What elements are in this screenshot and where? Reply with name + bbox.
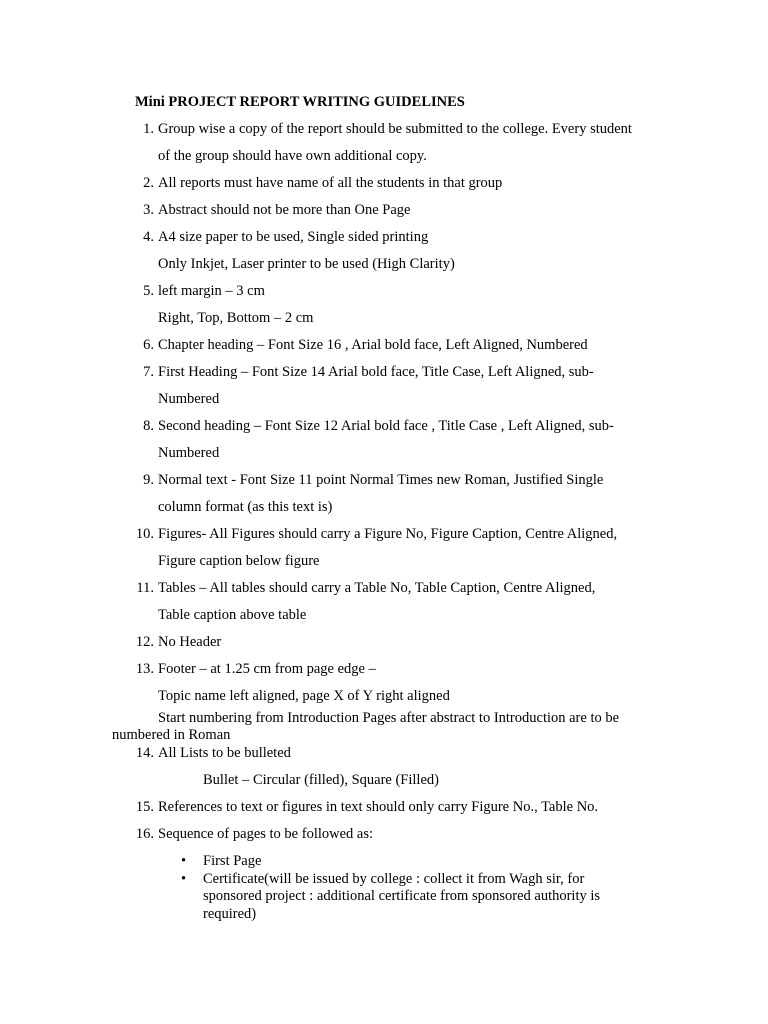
bullet-text: Certificate(will be issued by college : collect it from Wagh sir, for <box>203 870 585 887</box>
item-number: 4. <box>143 229 154 245</box>
numbering-note-line-1: Start numbering from Introduction Pages after abstract to Introduction are to be <box>158 710 620 726</box>
item-text: Second heading – Font Size 12 Arial bold face , Title Case , Left Aligned, sub- <box>158 418 614 434</box>
item-number: 15. <box>135 799 154 815</box>
item-text-continuation: Right, Top, Bottom – 2 cm <box>158 310 314 326</box>
item-text: A4 size paper to be used, Single sided printing <box>158 229 429 245</box>
item-number: 16. <box>135 826 154 842</box>
item-text-continuation: Numbered <box>158 391 220 407</box>
item-subtext: Bullet – Circular (filled), Square (Filled) <box>203 772 439 788</box>
item-number: 14. <box>135 745 154 761</box>
bullet-text: required) <box>203 905 257 922</box>
item-text: First Heading – Font Size 14 Arial bold face, Title Case, Left Aligned, sub- <box>158 364 594 380</box>
item-text-continuation: column format (as this text is) <box>158 499 333 515</box>
item-text: Figures- All Figures should carry a Figure No, Figure Caption, Centre Aligned, <box>158 526 618 542</box>
item-number: 3. <box>143 202 154 218</box>
bullet-marker: • <box>181 853 187 869</box>
item-number: 11. <box>136 580 154 596</box>
item-text: No Header <box>158 634 222 650</box>
item-number: 10. <box>135 526 154 542</box>
item-text-continuation: Topic name left aligned, page X of Y right aligned <box>158 688 450 704</box>
item-text: Chapter heading – Font Size 16 , Arial bold face, Left Aligned, Numbered <box>158 337 588 353</box>
item-text: Group wise a copy of the report should be submitted to the college. Every student <box>158 121 632 137</box>
bullet-text: First Page <box>203 853 262 869</box>
item-number: 7. <box>143 364 154 380</box>
item-text-continuation: Numbered <box>158 445 220 461</box>
item-number: 13. <box>135 661 154 677</box>
item-number: 12. <box>135 634 154 650</box>
item-number: 8. <box>143 418 154 434</box>
item-text: All reports must have name of all the students in that group <box>158 175 503 191</box>
item-text: Sequence of pages to be followed as: <box>158 826 374 842</box>
item-text: left margin – 3 cm <box>158 283 265 299</box>
item-text-continuation: Table caption above table <box>158 607 307 623</box>
item-number: 5. <box>143 283 154 299</box>
item-text: References to text or figures in text should only carry Figure No., Table No. <box>158 799 599 815</box>
item-text-continuation: Figure caption below figure <box>158 553 320 569</box>
item-text: Tables – All tables should carry a Table No, Table Caption, Centre Aligned, <box>158 580 596 596</box>
item-text: Normal text - Font Size 11 point Normal Times new Roman, Justified Single <box>158 472 604 488</box>
item-number: 2. <box>143 175 154 191</box>
item-number: 1. <box>143 121 154 137</box>
item-text: Footer – at 1.25 cm from page edge – <box>158 661 376 677</box>
document-title: Mini PROJECT REPORT WRITING GUIDELINES <box>135 94 465 110</box>
item-text: Abstract should not be more than One Page <box>158 202 411 218</box>
item-text-continuation: Only Inkjet, Laser printer to be used (High Clarity) <box>158 256 455 272</box>
item-text-continuation: of the group should have own additional copy. <box>158 148 427 164</box>
numbering-note-line-2: numbered in Roman <box>112 727 231 743</box>
bullet-marker: • <box>181 870 187 887</box>
item-text: All Lists to be bulleted <box>158 745 291 761</box>
item-number: 6. <box>143 337 154 353</box>
bullet-text: sponsored project : additional certificate from sponsored authority is <box>203 888 601 904</box>
item-number: 9. <box>143 472 154 488</box>
